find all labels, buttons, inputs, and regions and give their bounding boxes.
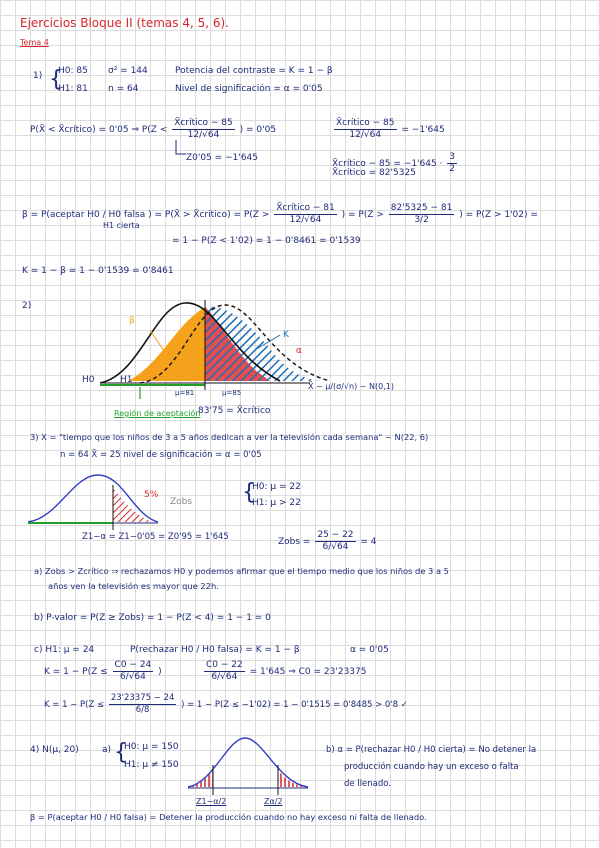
ex4-beta-line: β = P(aceptar H0 / H0 falsa) = Detener la producción cuando no hay exceso ni falta de llenado. — [30, 812, 427, 822]
ex2-beta-label: β — [129, 316, 135, 326]
ex4-a: a) — [102, 745, 112, 755]
ex4-b-line3: de llenado. — [344, 779, 392, 789]
ex1-line-b: X̄crítico = 82'5325 — [332, 168, 416, 178]
ex3-c-prob: P(rechazar H0 / H0 falsa) = K = 1 − β — [130, 645, 300, 655]
ex4-b-line2: producción cuando hay un exceso o falta — [344, 762, 519, 772]
ex4-brace: { — [114, 740, 128, 765]
ex3-n-line: n = 64 X̄ = 25 nivel de significación = α = 0'05 — [60, 450, 262, 460]
ex3-c-alpha: α = 0'05 — [350, 645, 389, 655]
ex2-mu85: μ=85 — [222, 389, 242, 397]
ex3-h0: H0: μ = 22 — [252, 482, 301, 492]
page-subtitle: Tema 4 — [20, 38, 49, 47]
ex1-line-a: X̄crítico − 85 = −1'645 · $\frac{3}{2}$ — [332, 152, 456, 174]
ex4-z1: Z1−α/2 — [196, 797, 227, 806]
ex4-z2: Zα/2 — [264, 797, 283, 806]
ex2-h1-label: H1 — [120, 375, 133, 385]
ex4-diagram — [183, 735, 313, 795]
ex3-a-line2: años ven la televisión es mayor que 22h. — [48, 581, 219, 591]
ex3-brace: { — [242, 480, 256, 505]
ex1-h0: H0: 85 — [58, 66, 88, 76]
ex2-h0-label: H0 — [82, 375, 95, 385]
ex3-pct: 5% — [144, 490, 159, 500]
ex2-region: Región de aceptación — [114, 409, 201, 418]
ex2-axis-label: X̄ ~ μ/(σ/√n) ~ N(0,1) — [308, 382, 394, 391]
ex3-z-crit: Z1−α = Z1−0'05 = Z0'95 = 1'645 — [82, 532, 229, 542]
ex1-h1: H1: 81 — [58, 84, 88, 94]
ex3-c-head: c) H1: μ = 24 — [34, 645, 95, 655]
ex1-beta-h1: H1 cierta — [103, 221, 140, 230]
ex1-potencia: Potencia del contraste = K = 1 − β — [175, 66, 333, 76]
ex3-zobs-eq: Zobs = $\frac{25 - 22}{6/√64}$ = 4 — [278, 530, 377, 552]
ex2-alpha-label: α — [296, 346, 302, 356]
ex4-b-line1: b) α = P(rechazar H0 / H0 cierta) = No detener la — [326, 745, 537, 755]
ex1-k-line: K = 1 − β = 1 − 0'1539 = 0'8461 — [22, 266, 174, 276]
ex1-frac2: $\frac{\text{X̄crítico − 85}}{12/√64}$ — [336, 118, 395, 140]
ex2-mu81: μ=81 — [175, 389, 195, 397]
ex4-h1: H1: μ ≠ 150 — [124, 760, 179, 770]
ex1-z005: Z0'05 = −1'645 — [186, 153, 258, 163]
ex1-sigma: σ² = 144 — [108, 66, 148, 76]
ex1-frac1: $\frac{\text{X̄crítico − 85}}{12/√64}$ — [174, 118, 233, 140]
ex2-k-label: K — [283, 330, 289, 340]
ex3-head: 3) X = "tiempo que los niños de 3 a 5 años dedican a ver la televisión cada semana" ~ N(22, 6) — [30, 432, 429, 442]
ex1-n: n = 64 — [108, 84, 139, 94]
ex2-number: 2) — [22, 301, 32, 311]
ex1-arrow — [174, 140, 186, 160]
ex4-num: 4) N(μ, 20) — [30, 745, 79, 755]
ex1-nivel: Nivel de significación = α = 0'05 — [175, 84, 323, 94]
ex3-b-line: b) P-valor = P(Z ≥ Zobs) = 1 − P(Z < 4) = 1 − 1 = 0 — [34, 613, 271, 623]
ex3-c-k2: K = 1 − P(Z ≤ $\frac{23'23375 - 24}{6/8}$ ) = 1 − P(Z ≤ −1'02) = 1 − 0'1515 = 0'8485 > 0'8 ✓ — [44, 693, 408, 715]
ex3-a-line1: a) Zobs > Zcrítico ⇒ rechazamos H0 y podemos afirmar que el tiempo medio que los niños de 3 a 5 — [34, 566, 449, 576]
beta-area — [128, 307, 205, 381]
ex3-c-k: K = 1 − P(Z ≤ $\frac{C0 - 24}{6/√64}$ ) — [44, 660, 162, 682]
ex1-beta-result: = 1 − P(Z < 1'02) = 1 − 0'8461 = 0'1539 — [172, 236, 361, 246]
page-title: Ejercicios Bloque II (temas 4, 5, 6). — [20, 16, 229, 30]
ex1-number: 1) — [33, 71, 43, 81]
ex1-beta: β = P(aceptar H0 / H0 falsa ) = P(X̄ > X̄crítico) = P(Z > $\frac{\text{X̄crítico − 81}}{12/√64}$ ) = P(Z > $\frac{82'5325 - 81}{3/2}$ ) = P(Z > 1'02) = — [22, 203, 538, 225]
ex1-prob-left: P(X̄ < X̄crítico) = 0'05 ⇒ P(Z < $\frac{\text{X̄crítico − 85}}{12/√64}$ ) = 0'05 — [30, 118, 277, 140]
ex3-zobs-label: Zobs — [170, 497, 193, 507]
ex1-eq-block: $\frac{\text{X̄crítico − 85}}{12/√64}$ = −1'645 — [336, 118, 445, 140]
ex3-c-res: $\frac{C0 - 22}{6/√64}$ = 1'645 ⇒ C0 = 23'23375 — [206, 660, 367, 682]
ex2-critico: 83'75 = X̄crítico — [198, 406, 271, 416]
ex3-h1: H1: μ > 22 — [252, 498, 301, 508]
ex4-h0: H0: μ = 150 — [124, 742, 179, 752]
ex1-brace: { — [49, 67, 63, 92]
